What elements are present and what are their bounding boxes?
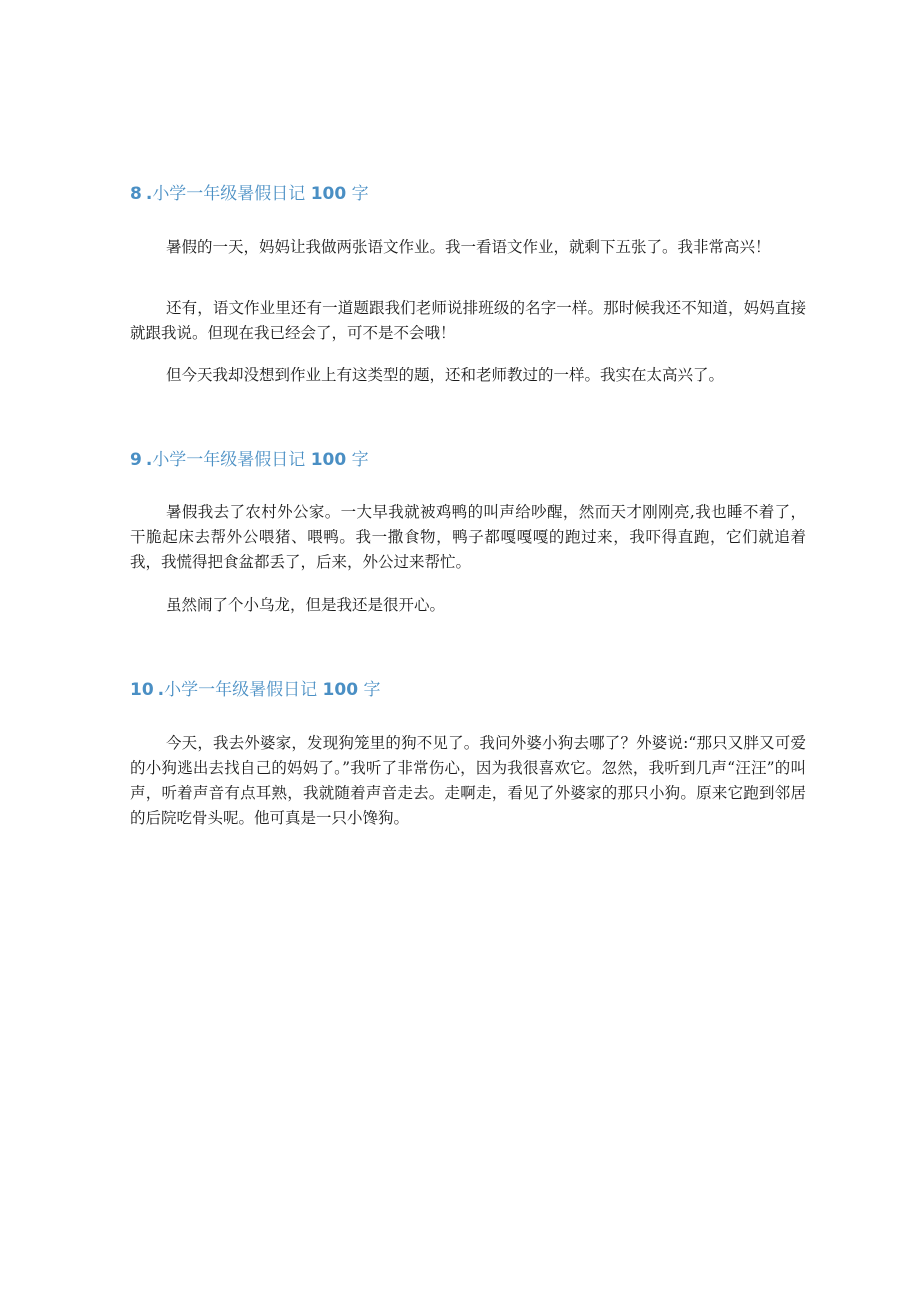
section-count: 100 <box>310 184 347 204</box>
section-title: 小学一年级暑假日记 <box>152 184 306 204</box>
paragraph: 还有，语文作业里还有一道题跟我们老师说排班级的名字一样。那时候我还不知道，妈妈直接就跟我说。但现在我已经会了，可不是不会哦！ <box>130 299 806 342</box>
section-dot: . <box>145 450 153 470</box>
section-number: 8 <box>130 184 142 204</box>
section-number: 10 <box>130 680 154 700</box>
section-dot: . <box>157 680 165 700</box>
paragraph: 今天，我去外婆家，发现狗笼里的狗不见了。我问外婆小狗去哪了？外婆说:“那只又胖又可爱的小狗逃出去找自己的妈妈了。”我听了非常伤心，因为我很喜欢它。忽然，我听到几声“汪汪”的叫声，听着声音有点耳熟，我就随着声音走去。走啊走，看见了外婆家的那只小狗。原来它跑到邻居的后院吃骨头呢。他可真是一只小馋狗。 <box>130 734 806 827</box>
section-unit: 字 <box>351 450 369 470</box>
section-title: 小学一年级暑假日记 <box>152 450 306 470</box>
paragraph: 暑假我去了农村外公家。一大早我就被鸡鸭的叫声给吵醒，然而天才刚刚亮,我也睡不着了，干脆起床去帮外公喂猪、喂鸭。我一撒食物，鸭子都嘎嘎嘎的跑过来，我吓得直跑，它们就追着我，我慌得把食盆都丢了，后来，外公过来帮忙。 <box>130 503 806 571</box>
section-count: 100 <box>310 450 347 470</box>
section-number: 9 <box>130 450 142 470</box>
section-heading-10 <box>130 678 380 702</box>
section-count: 100 <box>322 680 359 700</box>
paragraph: 暑假的一天，妈妈让我做两张语文作业。我一看语文作业，就剩下五张了。我非常高兴！ <box>166 238 771 256</box>
section-unit: 字 <box>351 184 369 204</box>
section-unit: 字 <box>363 680 381 700</box>
paragraph: 虽然闹了个小乌龙，但是我还是很开心。 <box>166 596 446 614</box>
section-heading-8 <box>130 182 369 206</box>
section-heading-9 <box>130 448 369 472</box>
section-dot: . <box>145 184 153 204</box>
paragraph: 但今天我却没想到作业上有这类型的题，还和老师教过的一样。我实在太高兴了。 <box>166 366 725 384</box>
section-title: 小学一年级暑假日记 <box>164 680 318 700</box>
